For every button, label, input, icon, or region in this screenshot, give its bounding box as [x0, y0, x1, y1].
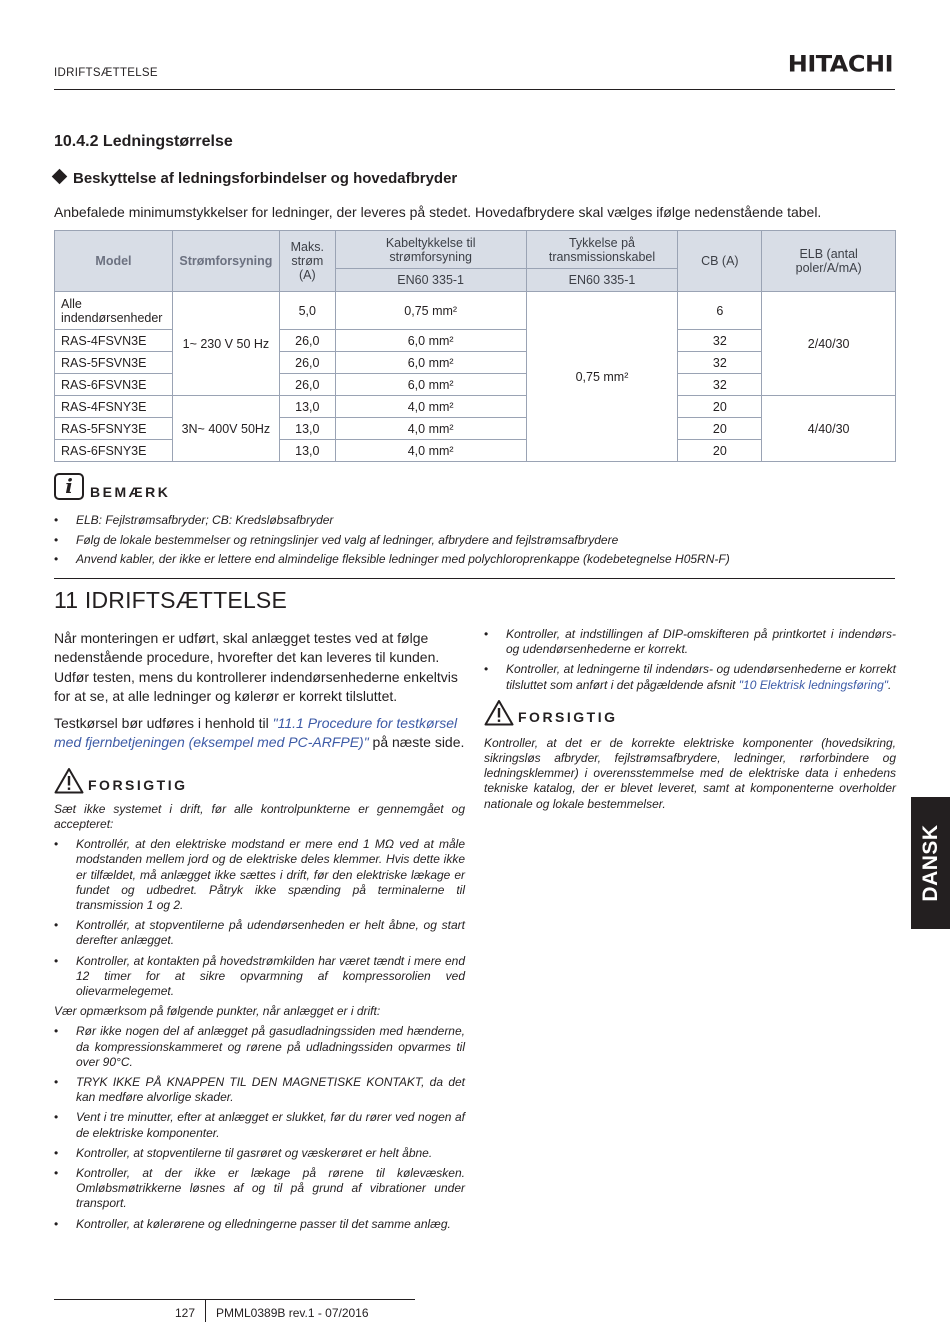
cell-current: 13,0 — [279, 440, 335, 462]
cell-cb: 20 — [678, 418, 762, 440]
caution-header — [484, 699, 896, 726]
cell-model: Alle indendørsenheder — [55, 292, 173, 330]
attention-intro: Vær opmærksom på følgende punkter, når anlægget er i drift: — [54, 1004, 381, 1019]
commissioning-paragraph: Når monteringen er udført, skal anlægget testes ved at følge nedenstående procedure, hvorefter det kan leveres til kunden. Udfør testen, mens du kontrollerer indendørsenhederne enkeltvis for at se, at alle ledninger og kølerør er korrekt tilsluttet. — [54, 630, 458, 704]
cell-cable: 6,0 mm² — [335, 330, 526, 352]
attention-list — [54, 1024, 465, 1231]
attention-item: • Kontroller, at kølerørene og elledningerne passer til det samme anlæg. — [54, 1217, 465, 1232]
language-tab — [911, 797, 950, 929]
cell-elb-single-phase: 2/40/30 — [762, 292, 896, 396]
caution-check-item: • Kontrollér, at stopventilerne på udendørsenheden er helt åbne, og start derefter anlægget. — [54, 918, 465, 948]
diamond-bullet-icon — [52, 169, 68, 185]
cell-cb: 20 — [678, 396, 762, 418]
cell-cable: 4,0 mm² — [335, 440, 526, 462]
cell-cb: 32 — [678, 330, 762, 352]
cell-current: 26,0 — [279, 352, 335, 374]
caution-check-item: • Kontroller, at kontakten på hovedstrømkilden har været tændt i mere end 12 timer for at sikre opvarmning af kompressorolien ved olievarmelegemet. — [54, 954, 465, 1000]
document-reference: PMML0389B rev.1 - 07/2016 — [216, 1306, 369, 1320]
electrical-wiring-link[interactable]: "10 Elektrisk ledningsføring" — [738, 677, 889, 692]
check-list — [484, 627, 896, 693]
brand-logo: HITACHI — [787, 51, 893, 77]
header-transmission-thickness: Tykkelse på transmissionskabel — [526, 231, 678, 269]
footer-divider — [54, 1299, 415, 1300]
check-item: • Kontroller, at indstillingen af DIP-omskifteren på printkortet i indendørs- og udendørsenhederne er korrekt. — [484, 627, 896, 657]
subsection-heading-text: Beskyttelse af ledningsforbindelser og hovedafbryder — [73, 170, 458, 187]
caution-intro: Sæt ikke systemet i drift, før alle kontrolpunkterne er gennemgået og accepteret: — [54, 801, 465, 831]
test-run-text-post: på næste side. — [368, 734, 465, 751]
cell-current: 26,0 — [279, 374, 335, 396]
header-power: Strømforsyning — [172, 231, 279, 292]
cell-current: 13,0 — [279, 396, 335, 418]
cell-model: RAS-5FSVN3E — [55, 352, 173, 374]
cell-elb-three-phase: 4/40/30 — [762, 396, 896, 462]
header-standard-transmission: EN60 335-1 — [526, 269, 678, 292]
test-run-procedure-link[interactable]: "11.1 Procedure for testkørsel med fjernbetjeningen (eksempel med PC-ARFPE)" — [54, 715, 458, 751]
cell-cable: 4,0 mm² — [335, 396, 526, 418]
header-section-label: IDRIFTSÆTTELSE — [54, 67, 158, 79]
caution-check-item: • Kontrollér, at den elektriske modstand er mere end 1 MΩ ved at måle modstanden mellem jord og de elektriske deles klemmer. Hvis dette ikke er tilfældet, må anlægget ikke sættes i drift, før den elektriske lækage er fundet og udbedret. Påtryk ikke spænding på terminalerne til transmission 1 og 2. — [54, 837, 465, 913]
attention-item: • TRYK IKKE PÅ KNAPPEN TIL DEN MAGNETISKE KONTAKT, da det kan medføre alvorlige skader. — [54, 1075, 465, 1105]
cell-model: RAS-5FSNY3E — [55, 418, 173, 440]
cell-model: RAS-4FSVN3E — [55, 330, 173, 352]
check-item-text-pre: Kontroller, at ledningerne til indendørs- og udendørsenhederne er korrekt tilsluttet som anført i det pågældende afsnit — [506, 662, 896, 692]
note-item: • ELB: Fejlstrømsafbryder; CB: Kredsløbsafbryder — [54, 511, 896, 531]
check-item — [484, 662, 896, 692]
caution-header — [54, 767, 465, 794]
language-tab-label: DANSK — [918, 824, 942, 902]
right-column — [484, 627, 896, 812]
section-heading: 10.4.2 Ledningstørrelse — [54, 133, 233, 150]
footer-separator — [205, 1299, 206, 1322]
wire-size-table — [54, 230, 896, 462]
warning-triangle-icon — [484, 699, 514, 726]
header-cb: CB (A) — [678, 231, 762, 292]
check-item-text-post: . — [888, 677, 892, 692]
page-number: 127 — [175, 1306, 196, 1320]
subsection-heading — [54, 170, 457, 187]
cell-cb: 20 — [678, 440, 762, 462]
cell-power-single-phase: 1~ 230 V 50 Hz — [172, 292, 279, 396]
cell-transmission: 0,75 mm² — [526, 292, 678, 462]
attention-item: • Kontroller, at der ikke er lækage på rørene til kølevæsken. Omløbsmøtrikkerne løsnes af og til på grund af vibrationer under transport. — [54, 1166, 465, 1212]
info-note-icon: i — [54, 473, 84, 500]
cell-current: 13,0 — [279, 418, 335, 440]
table-row — [55, 396, 896, 418]
cell-current: 26,0 — [279, 330, 335, 352]
header-cable-thickness: Kabeltykkelse til strømforsyning — [335, 231, 526, 269]
caution-title: FORSIGTIG — [88, 776, 188, 793]
section-divider — [54, 578, 895, 579]
left-column — [54, 629, 465, 1237]
attention-item: • Rør ikke nogen del af anlægget på gasudladningssiden med hænderne, da kompressionskammeret og rørene på udladningssiden opvarmes til over 90°C. — [54, 1024, 465, 1070]
cell-current: 5,0 — [279, 292, 335, 330]
warning-triangle-icon — [54, 767, 84, 794]
chapter-title: 11 IDRIFTSÆTTELSE — [54, 587, 288, 613]
cell-cable: 6,0 mm² — [335, 352, 526, 374]
test-run-text-pre: Testkørsel bør udføres i henhold til — [54, 715, 273, 732]
cell-model: RAS-6FSVN3E — [55, 374, 173, 396]
attention-item: • Kontroller, at stopventilerne til gasrøret og væskerøret er helt åbne. — [54, 1146, 465, 1161]
cell-cb: 32 — [678, 352, 762, 374]
cell-cable: 0,75 mm² — [335, 292, 526, 330]
caution-title: FORSIGTIG — [518, 708, 618, 725]
attention-item: • Vent i tre minutter, efter at anlægget er slukket, før du rører ved nogen af de elektriske komponenter. — [54, 1110, 465, 1140]
note-item: • Følg de lokale bestemmelser og retningslinjer ved valg af ledninger, afbrydere and fejlstrømsafbrydere — [54, 531, 896, 551]
intro-text: Anbefalede minimumstykkelser for ledninger, der leveres på stedet. Hovedafbrydere skal vælges ifølge nedenstående tabel. — [54, 204, 822, 220]
header-divider — [54, 89, 895, 90]
note-title: BEMÆRK — [90, 484, 171, 500]
cell-power-three-phase: 3N~ 400V 50Hz — [172, 396, 279, 462]
cell-model: RAS-6FSNY3E — [55, 440, 173, 462]
caution-checklist — [54, 837, 465, 999]
note-item: • Anvend kabler, der ikke er lettere end almindelige fleksible ledninger med polychloroprenkappe (kodebetegnelse H05RN-F) — [54, 550, 896, 570]
header-max-current: Maks. strøm (A) — [279, 231, 335, 292]
header-model: Model — [55, 231, 173, 292]
cell-cable: 4,0 mm² — [335, 418, 526, 440]
test-run-paragraph — [54, 714, 465, 753]
header-elb: ELB (antal poler/A/mA) — [762, 231, 896, 292]
cell-cable: 6,0 mm² — [335, 374, 526, 396]
cell-cb: 32 — [678, 374, 762, 396]
caution-text: Kontroller, at det er de korrekte elektriske komponenter (hovedsikring, sikringsløs afbryder, fejlstrømsafbrydere, ledninger, rørforbindere og ledningsklemmer) i overensstemmelse med de elektriske data i enhedens tekniske katalog, der er blevet leveret, samt at komponenterne overholder nationale og lokale bestemmelser. — [484, 735, 896, 811]
cell-model: RAS-4FSNY3E — [55, 396, 173, 418]
header-standard-cable: EN60 335-1 — [335, 269, 526, 292]
table-row — [55, 292, 896, 330]
cell-cb: 6 — [678, 292, 762, 330]
note-list — [54, 511, 896, 570]
